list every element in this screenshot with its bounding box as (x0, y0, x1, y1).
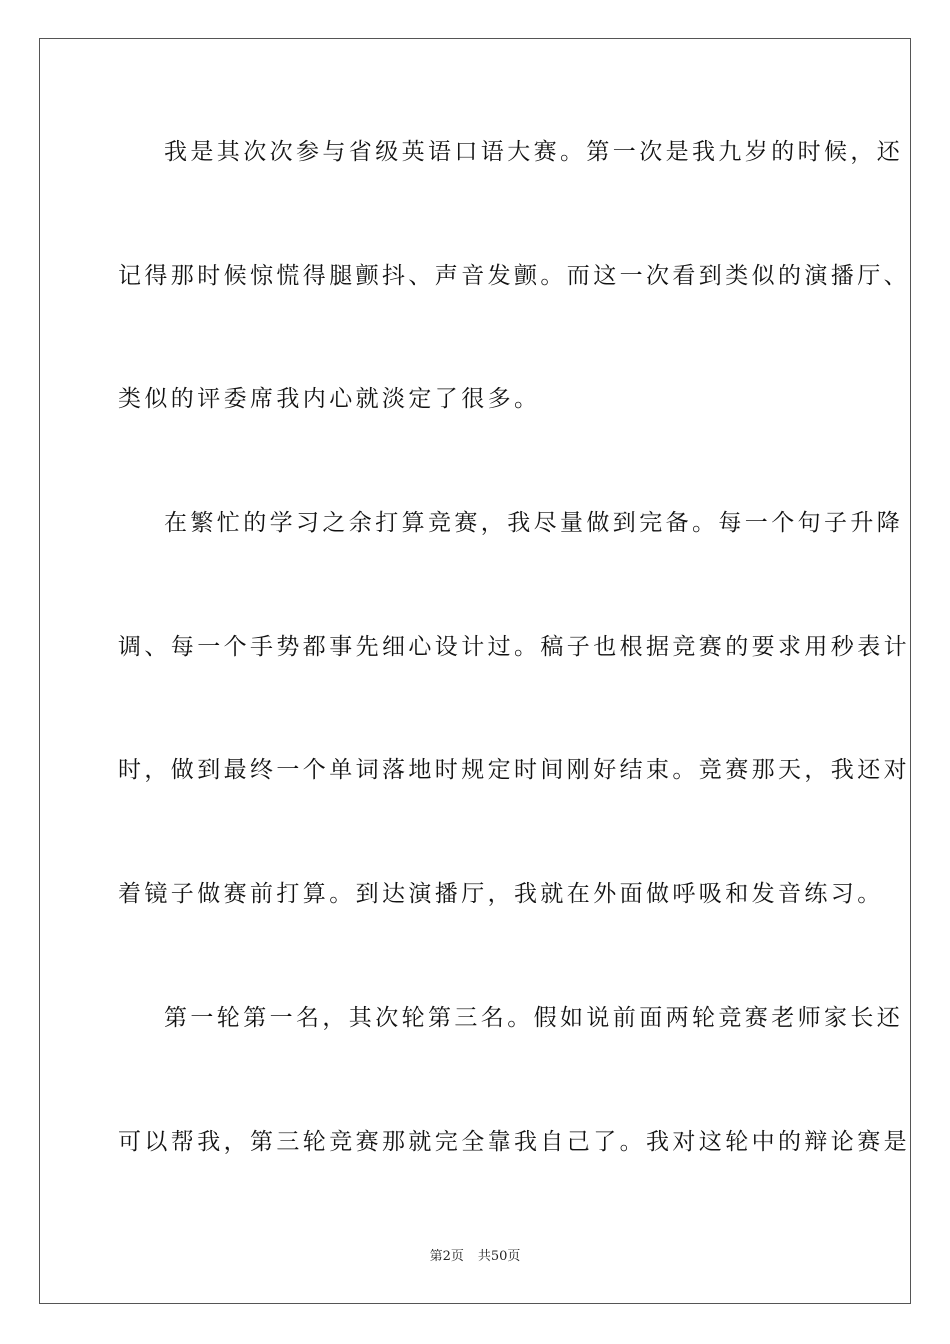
total-pages: 共50页 (477, 1249, 521, 1264)
text-line: 着镜子做赛前打算。到达演播厅，我就在外面做呼吸和发音练习。 (118, 881, 884, 907)
text-line: 可以帮我，第三轮竞赛那就完全靠我自己了。我对这轮中的辩论赛是 (118, 1129, 910, 1155)
page-number: 第2页 (429, 1249, 464, 1264)
text-line: 记得那时候惊慌得腿颤抖、声音发颤。而这一次看到类似的演播厅、 (118, 263, 910, 289)
text-line: 在繁忙的学习之余打算竞赛，我尽量做到完备。每一个句子升降 (164, 510, 904, 536)
page-footer (0, 1248, 950, 1266)
text-line: 时，做到最终一个单词落地时规定时间刚好结束。竞赛那天，我还对 (118, 757, 910, 783)
text-line: 调、每一个手势都事先细心设计过。稿子也根据竞赛的要求用秒表计 (118, 634, 910, 660)
text-line: 我是其次次参与省级英语口语大赛。第一次是我九岁的时候，还 (164, 139, 904, 165)
page-border (39, 38, 911, 1304)
text-line: 第一轮第一名，其次轮第三名。假如说前面两轮竞赛老师家长还 (164, 1005, 904, 1031)
text-line: 类似的评委席我内心就淡定了很多。 (118, 386, 541, 412)
